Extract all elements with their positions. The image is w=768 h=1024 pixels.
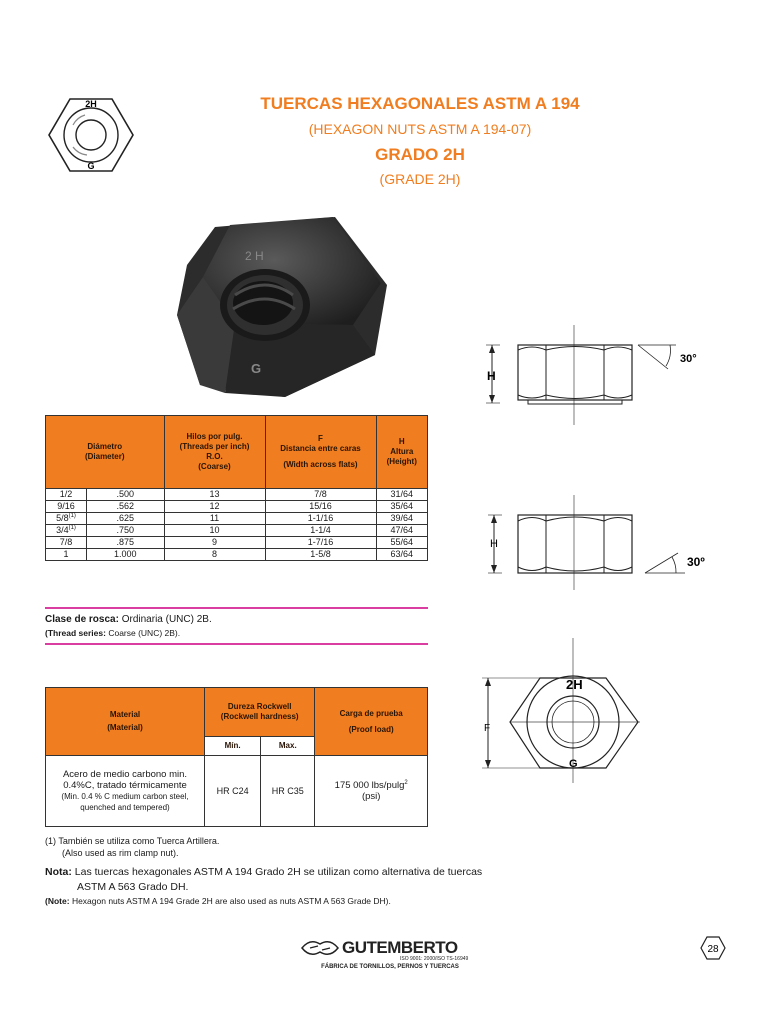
brand-logo: [300, 934, 480, 974]
page-number: 28: [707, 944, 719, 955]
col-min: Mín.: [205, 737, 261, 756]
divider: [45, 643, 428, 645]
table-row: 9/16 .562 12 15/16 35/64: [46, 501, 428, 513]
col-height: H Altura (Height): [376, 416, 428, 489]
grade-subtitle: (GRADE 2H): [379, 171, 461, 187]
icon-top-label: 2H: [85, 99, 97, 109]
page-subtitle: (HEXAGON NUTS ASTM A 194-07): [308, 121, 532, 137]
hex-nut-photo: [175, 205, 395, 400]
bottom-marking: G: [569, 758, 578, 770]
material-table: [45, 687, 428, 827]
grade-title: GRADO 2H: [375, 145, 465, 164]
svg-text:G: G: [251, 361, 262, 376]
handshake-icon: [300, 934, 340, 962]
icon-bottom-label: G: [87, 161, 95, 171]
height-label: H: [487, 369, 496, 383]
col-diameter: Diámetro (Diameter): [46, 416, 165, 489]
side-view-diagram: [480, 325, 720, 425]
note-line2: ASTM A 563 Grado DH.: [77, 881, 189, 893]
table-row: 1 1.000 8 1-5/8 63/64: [46, 549, 428, 561]
table-row: 7/8 .875 9 1-7/16 55/64: [46, 537, 428, 549]
height-label-2: H: [490, 538, 498, 550]
thread-class: Clase de rosca: Ordinaria (UNC) 2B.: [45, 614, 212, 625]
table-row: 1/2 .500 13 7/8 31/64: [46, 489, 428, 501]
divider: [45, 607, 428, 609]
page-title: TUERCAS HEXAGONALES ASTM A 194: [260, 94, 580, 113]
top-marking: 2H: [566, 677, 583, 692]
iso-cert: ISO 9001: 2000/ISO TS-16949: [400, 956, 469, 962]
table-row: 3/4$^{(1)}$ .750 10 1-1/4 47/64: [46, 525, 428, 537]
col-threads: Hilos por pulg. (Threads per inch) R.O. (Coarse): [164, 416, 265, 489]
thread-class-en: (Thread series: Coarse (UNC) 2B).: [45, 628, 181, 638]
table-row: 5/8$^{(1)}$ .625 11 1-1/16 39/64: [46, 513, 428, 525]
svg-text:2 H: 2 H: [245, 249, 264, 263]
col-max: Max.: [261, 737, 315, 756]
table-row: Acero de medio carbono min. 0.4%C, tratado térmicamente (Min. 0.4 % C medium carbon steel, quenched and tempered) HR C24 HR C35 175 000 lbs/pulg$^2$ (psi): [46, 756, 428, 827]
tagline: FÁBRICA DE TORNILLOS, PERNOS Y TUERCAS: [321, 964, 459, 970]
page-number-badge: [700, 936, 726, 960]
col-material: Material (Material): [46, 688, 205, 756]
brand-name: GUTEMBERTO: [342, 938, 458, 957]
dimensions-table: [45, 415, 428, 561]
top-view-diagram: [480, 638, 660, 783]
angle-label-2: 30º: [687, 555, 705, 569]
col-proof-load: Carga de prueba (Proof load): [315, 688, 428, 756]
angle-label: 30°: [680, 353, 697, 365]
col-width-across-flats: F Distancia entre caras (Width across flats): [265, 416, 376, 489]
width-label: F: [484, 723, 491, 734]
note-en: (Note: Hexagon nuts ASTM A 194 Grade 2H are also used as nuts ASTM A 563 Grade DH).: [45, 896, 391, 906]
nut-marking-icon: [45, 95, 137, 175]
footnote: (1) También se utiliza como Tuerca Artillera.: [45, 836, 220, 846]
note: Nota: Las tuercas hexagonales ASTM A 194 Grado 2H se utilizan como alternativa de tuercas: [45, 866, 483, 878]
col-hardness: Dureza Rockwell (Rockwell hardness): [205, 688, 315, 737]
side-view-diagram-2: [480, 495, 720, 590]
footnote-en: (Also used as rim clamp nut).: [62, 848, 179, 858]
